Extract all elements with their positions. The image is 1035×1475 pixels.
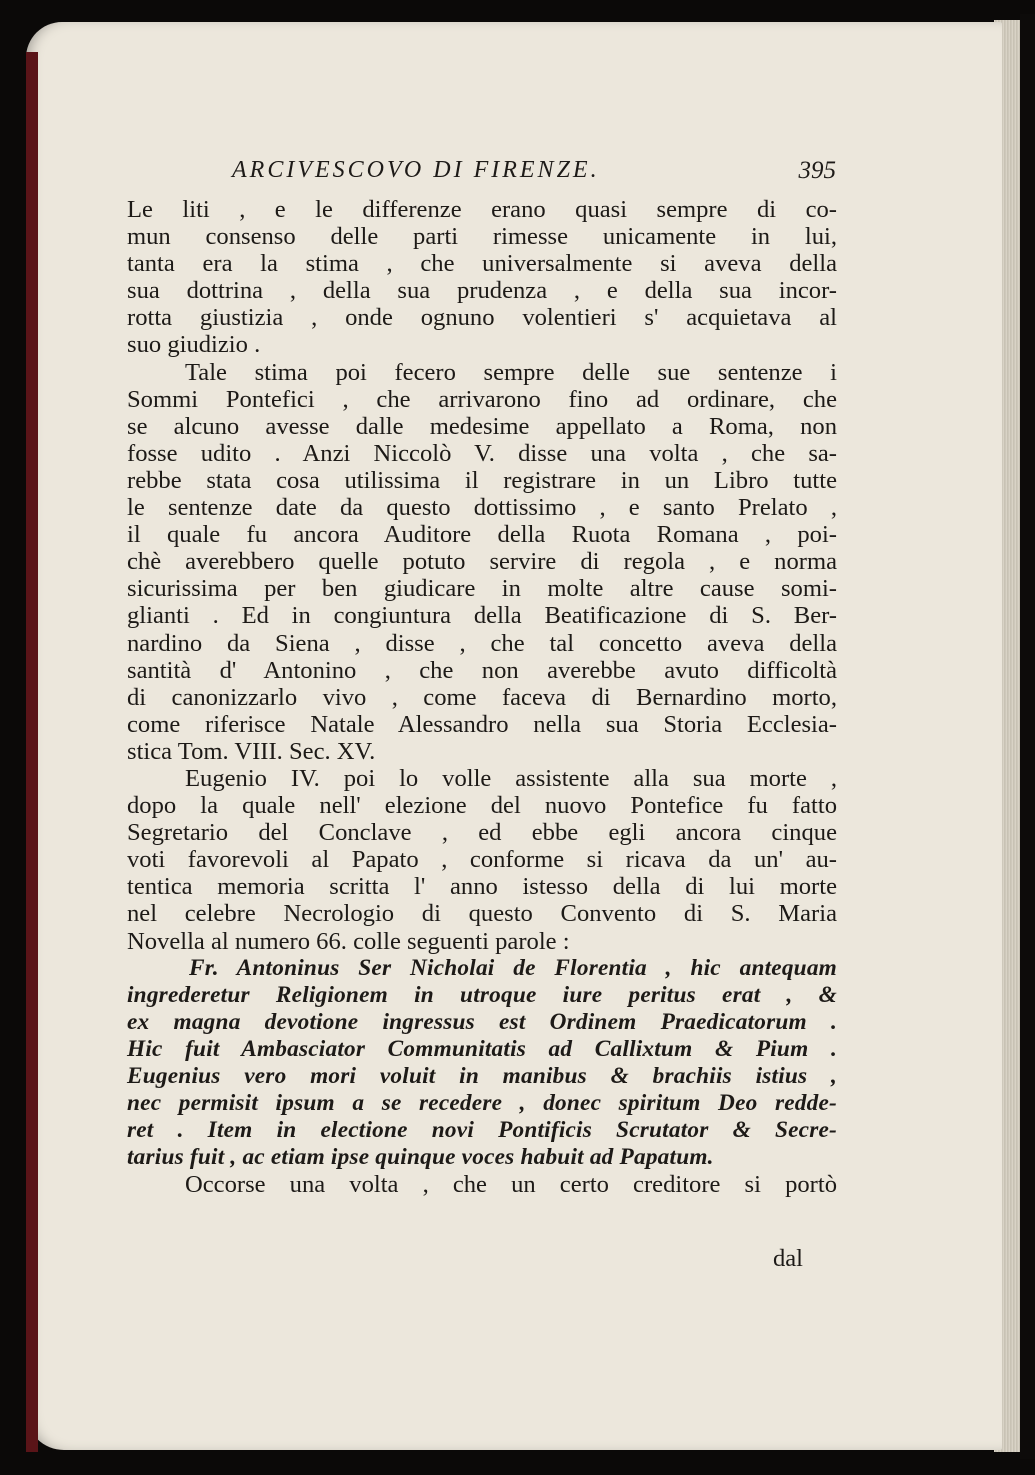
text-line: stica Tom. VIII. Sec. XV. [127,737,376,765]
text-line: Occorse una volta , che un certo creditore si portò [185,1171,837,1199]
text-line: voti favorevoli al Papato , conforme si ricava da un' au- [127,846,837,874]
quote-line: Fr. Antoninus Ser Nicholai de Florentia , hic antequam [189,954,837,981]
text-line: nel celebre Necrologio di questo Convento di S. Maria [127,900,837,928]
catchword: dal [772,1245,803,1272]
text-line: Eugenio IV. poi lo volle assistente alla sua morte , [185,764,837,792]
text-line: di canonizzarlo vivo , come faceva di Bernardino morto, [127,683,837,711]
text-line: le sentenze date da questo dottissimo , e santo Prelato , [127,494,837,522]
text-line: dopo la quale nell' elezione del nuovo Pontefice fu fatto [127,792,837,820]
text-line: rebbe stata cosa utilissima il registrare in un Libro tutte [127,466,837,494]
text-line: santità d' Antonino , che non averebbe avuto difficoltà [127,656,837,684]
quote-line: Eugenius vero mori voluit in manibus & brachiis istius , [127,1063,837,1089]
fore-edge-shadow [1020,14,1035,1459]
quote-line: ex magna devotione ingressus est Ordinem Praedicatorum . [127,1008,837,1035]
quote-line: tarius fuit , ac etiam ipse quinque voces habuit ad Papatum. [127,1144,714,1171]
quote-line: ret . Item in electione novi Pontificis Scrutator & Secre- [127,1117,837,1144]
text-line: nardino da Siena , disse , che tal concetto aveva della [127,629,837,657]
text-line: fosse udito . Anzi Niccolò V. disse una volta , che sa- [127,439,837,467]
page-header [126,157,836,191]
quote-line: Hic fuit Ambasciator Communitatis ad Callixtum & Pium . [127,1035,837,1062]
quote-line: ingrederetur Religionem in utroque iure peritus erat , & [127,981,837,1008]
text-line: tentica memoria scritta l' anno istesso della di lui morte [127,873,837,901]
text-line: mun consenso delle parti rimesse unicamente in lui, [127,223,837,251]
text-line: tanta era la stima , che universalmente si aveva della [127,250,837,278]
quote-line: nec permisit ipsum a se recedere , donec spiritum Deo redde- [127,1090,837,1117]
text-line: Novella al numero 66. colle seguenti parole : [127,927,570,955]
text-line: se alcuno avesse dalle medesime appellato a Roma, non [127,412,837,440]
text-line: Segretario del Conclave , ed ebbe egli ancora cinque [127,819,837,847]
text-line: Sommi Pontefici , che arrivarono fino ad ordinare, che [127,385,837,413]
page-number: 395 [798,157,836,184]
running-head: ARCIVESCOVO DI FIRENZE. [232,157,600,183]
text-line: come riferisce Natale Alessandro nella sua Storia Ecclesia- [127,710,837,738]
text-line: il quale fu ancora Auditore della Ruota Romana , poi- [127,521,837,549]
binding-edge [26,52,38,1452]
text-line: rotta giustizia , onde ognuno volentieri s' acquietava al [127,304,837,332]
text-line: Tale stima poi fecero sempre delle sue sentenze i [185,358,837,386]
text-line: chè averebbero quelle potuto servire di regola , e norma [127,548,837,576]
body-text [127,196,837,1198]
text-line: suo giudizio . [127,331,261,359]
text-line: sicurissima per ben giudicare in molte altre cause somi- [127,575,837,603]
text-line: sua dottrina , della sua prudenza , e della sua incor- [127,277,837,305]
text-line: glianti . Ed in congiuntura della Beatificazione di S. Ber- [127,602,837,630]
text-line: Le liti , e le differenze erano quasi sempre di co- [127,196,837,223]
